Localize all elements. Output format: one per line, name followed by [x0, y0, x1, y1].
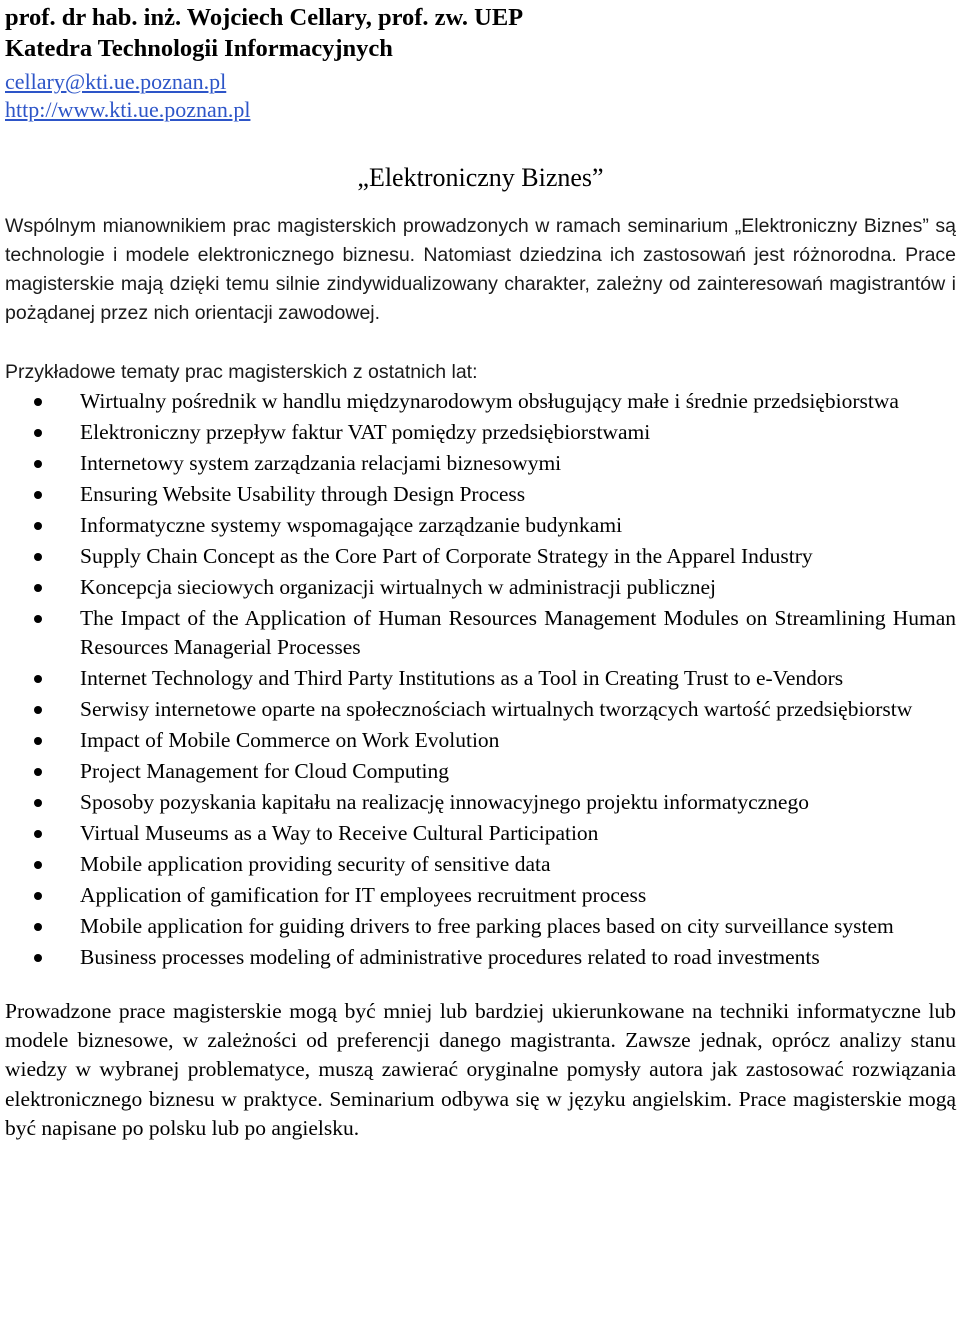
intro-sentence-2: Natomiast dziedzina ich zastosowań jest różnorodna. — [423, 244, 897, 266]
list-item — [5, 511, 956, 540]
list-item — [5, 726, 956, 755]
topic-text: The Impact of the Application of Human Resources Management Modules on Streamlining Human Resources Managerial Processes — [80, 606, 956, 659]
list-item — [5, 604, 956, 662]
list-item — [5, 757, 956, 786]
list-item — [5, 418, 956, 447]
list-item — [5, 664, 956, 693]
bullet-icon — [34, 799, 42, 807]
bullet-icon — [34, 675, 42, 683]
list-item — [5, 387, 956, 416]
topic-text: Serwisy internetowe oparte na społecznościach wirtualnych tworzących wartość przedsiębiorstw — [80, 697, 913, 721]
bullet-icon — [34, 737, 42, 745]
list-item — [5, 542, 956, 571]
bullet-icon — [34, 491, 42, 499]
department-name: Katedra Technologii Informacyjnych — [5, 35, 393, 62]
bullet-icon — [34, 892, 42, 900]
topic-text: Application of gamification for IT employees recruitment process — [80, 883, 647, 907]
bullet-icon — [34, 553, 42, 561]
topic-text: Wirtualny pośrednik w handlu międzynarodowym obsługujący małe i średnie przedsiębiorstwa — [80, 389, 899, 413]
bullet-icon — [34, 429, 42, 437]
document-title: „Elektroniczny Biznes” — [357, 163, 604, 192]
list-item — [5, 850, 956, 879]
topic-text: Project Management for Cloud Computing — [80, 759, 450, 783]
list-item — [5, 943, 956, 972]
intro-sentence-3: Prace magisterskie mają dzięki temu silnie zindywidualizowany charakter, zależny od zainteresowań magistrantów i pożądanej przez nich orientacji zawodowej. — [5, 244, 957, 324]
bullet-icon — [34, 954, 42, 962]
bullet-icon — [34, 615, 42, 623]
bullet-icon — [34, 861, 42, 869]
topic-text: Mobile application providing security of sensitive data — [80, 852, 551, 876]
intro-paragraph — [5, 212, 956, 328]
topic-text: Virtual Museums as a Way to Receive Cultural Participation — [80, 821, 599, 845]
list-item — [5, 819, 956, 848]
topic-text: Ensuring Website Usability through Design Process — [80, 482, 526, 506]
list-item — [5, 881, 956, 910]
list-item — [5, 912, 956, 941]
topic-text: Internetowy system zarządzania relacjami biznesowymi — [80, 451, 562, 475]
author-name: prof. dr hab. inż. Wojciech Cellary, prof. zw. UEP — [5, 4, 524, 31]
intro-sentence-1: Wspólnym mianownikiem prac magisterskich prowadzonych w ramach seminarium „Elektroniczny Biznes” są technologie i modele elektronicznego biznesu. — [5, 215, 956, 266]
topic-text: Business processes modeling of administrative procedures related to road investments — [80, 945, 820, 969]
topics-list — [5, 387, 956, 972]
bullet-icon — [34, 768, 42, 776]
document-page — [5, 0, 956, 1143]
topic-text: Supply Chain Concept as the Core Part of Corporate Strategy in the Apparel Industry — [80, 544, 813, 568]
list-item — [5, 480, 956, 509]
topic-text: Internet Technology and Third Party Institutions as a Tool in Creating Trust to e-Vendors — [80, 666, 844, 690]
topic-text: Mobile application for guiding drivers to free parking places based on city surveillance system — [80, 914, 894, 938]
closing-paragraph: Prowadzone prace magisterskie mogą być mniej lub bardziej ukierunkowane na techniki informatyczne lub modele biznesowe, w zależności od preferencji danego magistranta. Zawsze jednak, oprócz analizy stanu wiedzy w wybranej problematyce, muszą zawierać oryginalne pomysły autora jak zastosować rozwiązania elektronicznego biznesu w praktyce. Seminarium odbywa się w języku angielskim. Prace magisterskie mogą być napisane po polsku lub po angielsku. — [5, 999, 956, 1140]
bullet-icon — [34, 706, 42, 714]
list-item — [5, 695, 956, 724]
topic-text: Impact of Mobile Commerce on Work Evolution — [80, 728, 500, 752]
topic-text: Sposoby pozyskania kapitału na realizację innowacyjnego projektu informatycznego — [80, 790, 809, 814]
bullet-icon — [34, 830, 42, 838]
bullet-icon — [34, 460, 42, 468]
website-link[interactable]: http://www.kti.ue.poznan.pl — [5, 97, 251, 122]
email-link[interactable]: cellary@kti.ue.poznan.pl — [5, 69, 227, 94]
bullet-icon — [34, 522, 42, 530]
topic-text: Elektroniczny przepływ faktur VAT pomiędzy przedsiębiorstwami — [80, 420, 651, 444]
bullet-icon — [34, 584, 42, 592]
list-item — [5, 449, 956, 478]
topic-text: Koncepcja sieciowych organizacji wirtualnych w administracji publicznej — [80, 575, 717, 599]
topic-text: Informatyczne systemy wspomagające zarządzanie budynkami — [80, 513, 623, 537]
topics-heading: Przykładowe tematy prac magisterskich z ostatnich lat: — [5, 361, 478, 383]
list-item — [5, 788, 956, 817]
bullet-icon — [34, 923, 42, 931]
bullet-icon — [34, 398, 42, 406]
list-item — [5, 573, 956, 602]
